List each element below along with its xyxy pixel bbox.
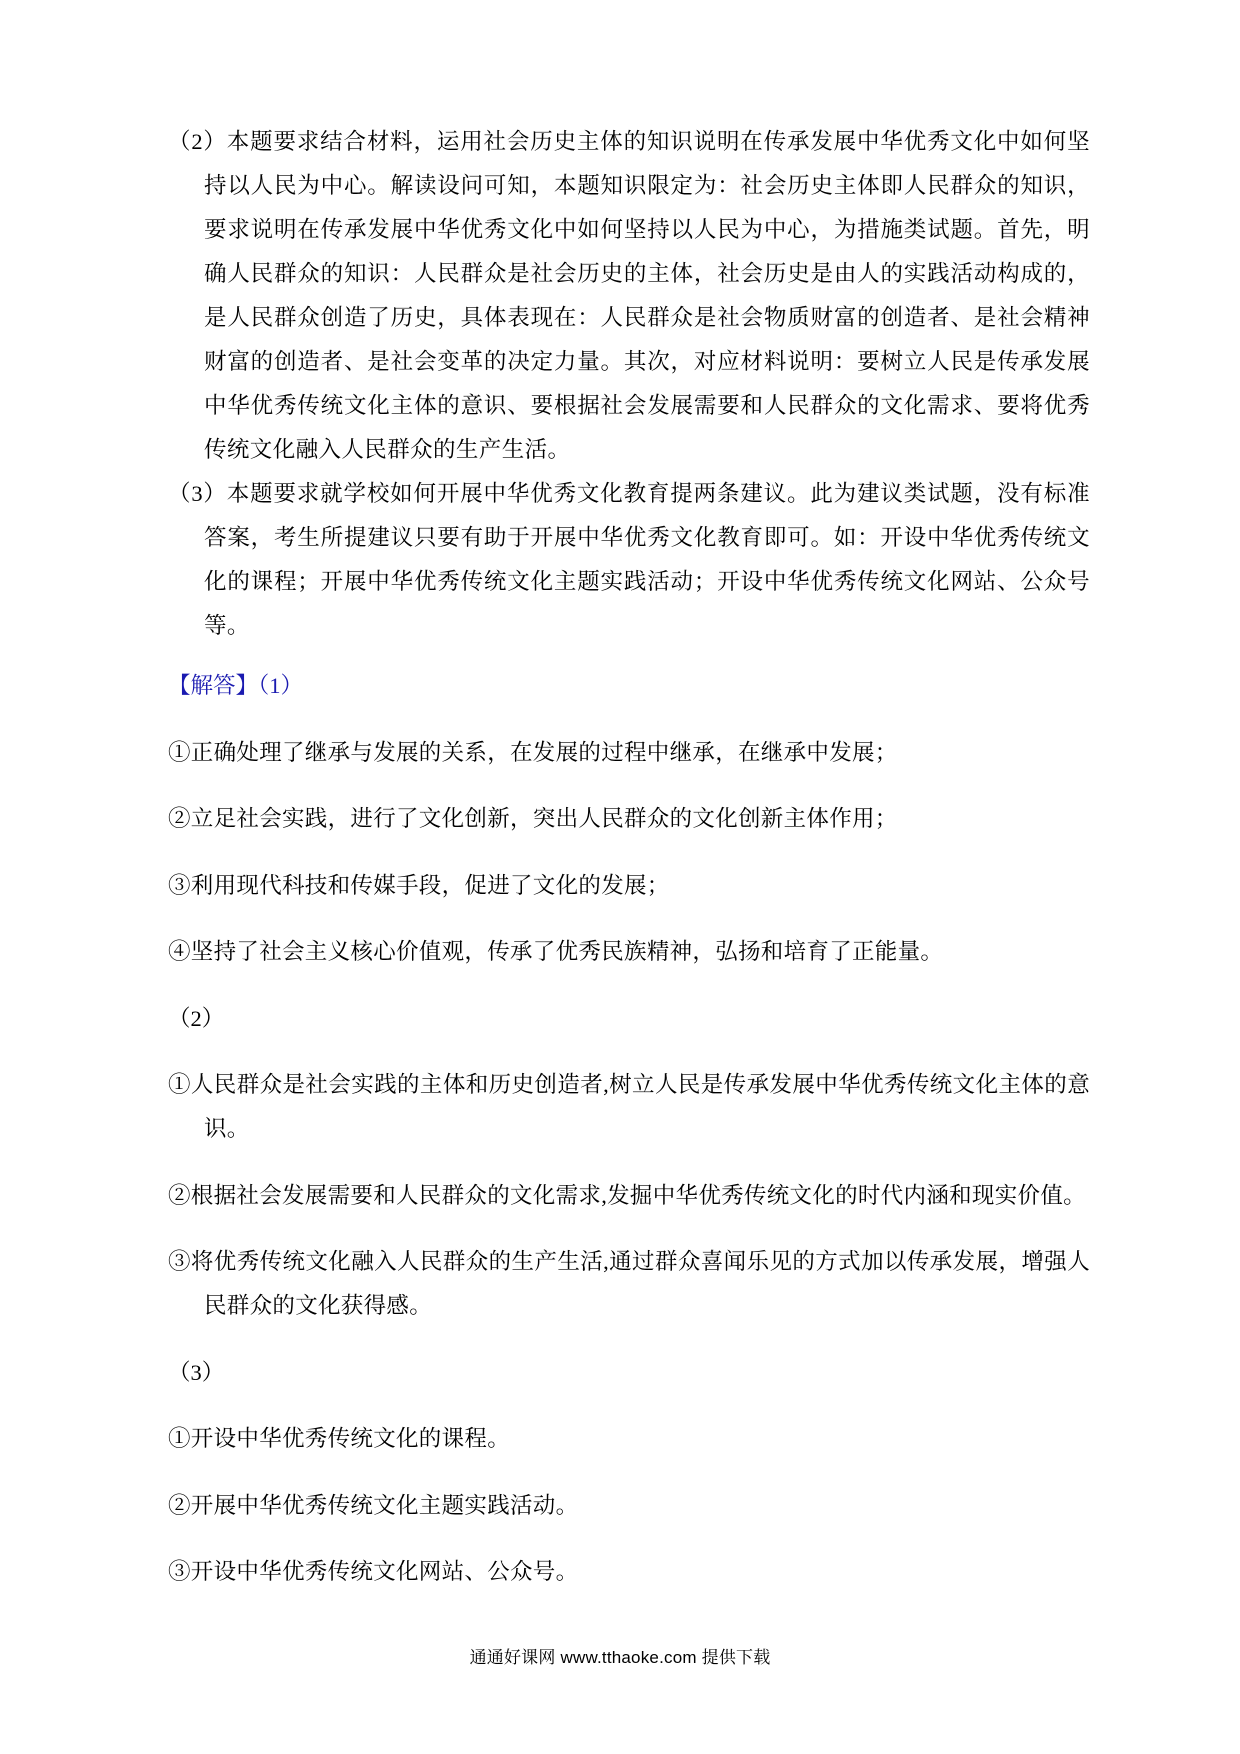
answer-header <box>168 664 1090 708</box>
answer-line: ②开展中华优秀传统文化主题实践活动。 <box>168 1492 579 1518</box>
answer-group-2 <box>168 1063 1090 1328</box>
answer-line: ③将优秀传统文化融入人民群众的生产生活,通过群众喜闻乐见的方式加以传承发展，增强人民群众的文化获得感。 <box>168 1249 1090 1318</box>
answer-line: ①人民群众是社会实践的主体和历史创造者,树立人民是传承发展中华优秀传统文化主体的意识。 <box>168 1072 1090 1141</box>
answer-line: ①开设中华优秀传统文化的课程。 <box>168 1426 511 1451</box>
answer-group-3 <box>168 1417 1090 1594</box>
answer-number-2: （2） <box>168 1005 225 1031</box>
answer-number-3: （3） <box>168 1359 225 1385</box>
analysis-paragraph-3: （3）本题要求就学校如何开展中华优秀文化教育提两条建议。此为建议类试题，没有标准答案，考生所提建议只要有助于开展中华优秀文化教育即可。如：开设中华优秀传统文化的课程；开展中华优秀传统文化主题实践活动；开设中华优秀传统文化网站、公众号等。 <box>168 481 1090 638</box>
answer-line: ①正确处理了继承与发展的关系，在发展的过程中继承，在继承中发展； <box>168 739 898 765</box>
answer-label: 【解答】 <box>168 673 259 698</box>
analysis-paragraph-2: （2）本题要求结合材料，运用社会历史主体的知识说明在传承发展中华优秀文化中如何坚持以人民为中心。解读设问可知，本题知识限定为：社会历史主体即人民群众的知识，要求说明在传承发展中华优秀文化中如何坚持以人民为中心，为措施类试题。首先，明确人民群众的知识：人民群众是社会历史的主体，社会历史是由人的实践活动构成的，是人民群众创造了历史，具体表现在：人民群众是社会物质财富的创造者、是社会精神财富的创造者、是社会变革的决定力量。其次，对应材料说明：要树立人民是传承发展中华优秀传统文化主体的意识、要根据社会发展需要和人民群众的文化需求、要将优秀传统文化融入人民群众的生产生活。 <box>168 129 1090 462</box>
answer-line: ②立足社会实践，进行了文化创新，突出人民群众的文化创新主体作用； <box>168 806 898 831</box>
answer-group-1 <box>168 731 1090 975</box>
page-footer: 通通好课网 www.tthaoke.com 提供下载 <box>469 1648 771 1667</box>
answer-number-1: （1） <box>258 673 304 698</box>
answer-line: ④坚持了社会主义核心价值观，传承了优秀民族精神，弘扬和培育了正能量。 <box>168 939 944 964</box>
answer-line: ②根据社会发展需要和人民群众的文化需求,发掘中华优秀传统文化的时代内涵和现实价值。 <box>168 1182 1086 1208</box>
answer-line: ③利用现代科技和传媒手段，促进了文化的发展； <box>168 872 670 898</box>
answer-line: ③开设中华优秀传统文化网站、公众号。 <box>168 1559 579 1584</box>
analysis-section <box>168 120 1090 648</box>
